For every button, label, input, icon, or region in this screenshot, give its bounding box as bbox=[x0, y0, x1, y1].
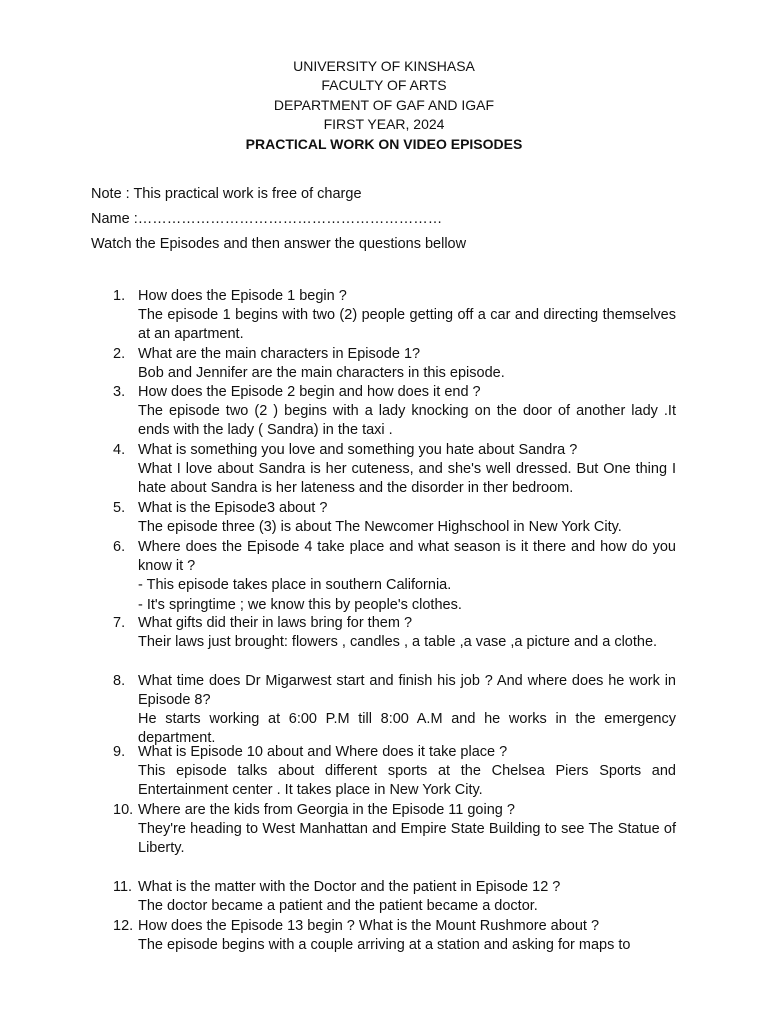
document-title: PRACTICAL WORK ON VIDEO EPISODES bbox=[245, 135, 523, 152]
question-number: 10. bbox=[113, 802, 134, 818]
question-number: 8. bbox=[113, 673, 126, 689]
question-text: What gifts did their in laws bring for them ? bbox=[138, 615, 413, 631]
note-line: Note : This practical work is free of charge bbox=[91, 186, 362, 202]
answer-text: - It's springtime ; we know this by people's clothes. bbox=[138, 597, 462, 613]
document-header bbox=[0, 57, 768, 154]
question-number: 4. bbox=[113, 442, 126, 458]
answer-text: - This episode takes place in southern California. bbox=[138, 577, 452, 593]
question-number: 3. bbox=[113, 384, 126, 400]
question-text: What is Episode 10 about and Where does it take place ? bbox=[138, 744, 508, 760]
question-text: What is the matter with the Doctor and the patient in Episode 12 ? bbox=[138, 879, 561, 895]
answer-text: The episode begins with a couple arriving at a station and asking for maps to bbox=[138, 937, 631, 953]
year-line: FIRST YEAR, 2024 bbox=[323, 116, 445, 133]
university-name: UNIVERSITY OF KINSHASA bbox=[293, 58, 475, 74]
answer-text: The episode 1 begins with two (2) people getting off a car and directing themselves at an apartment. bbox=[138, 307, 676, 343]
answer-text: He starts working at 6:00 P.M till 8:00 A.M and he works in the emergency department. bbox=[138, 711, 676, 747]
question-text: What is the Episode3 about ? bbox=[138, 500, 328, 516]
question-number: 11. bbox=[113, 879, 133, 895]
question-number: 2. bbox=[113, 346, 126, 362]
answer-text: What I love about Sandra is her cuteness, and she's well dressed. But One thing I hate about Sandra is her lateness and the disorder in ther bedroom. bbox=[138, 461, 676, 497]
question-number: 9. bbox=[113, 744, 126, 760]
question-text: How does the Episode 1 begin ? bbox=[138, 288, 347, 304]
question-text: How does the Episode 2 begin and how does it end ? bbox=[138, 384, 481, 400]
department-name: DEPARTMENT OF GAF AND IGAF bbox=[273, 96, 495, 113]
answer-text: The doctor became a patient and the patient became a doctor. bbox=[138, 898, 538, 914]
question-number: 6. bbox=[113, 539, 126, 555]
question-text: How does the Episode 13 begin ? What is the Mount Rushmore about ? bbox=[138, 918, 600, 934]
question-text: What time does Dr Migarwest start and finish his job ? And where does he work in Episode 8? bbox=[138, 673, 676, 709]
answer-text: Bob and Jennifer are the main characters in this episode. bbox=[138, 365, 505, 381]
question-text: Where does the Episode 4 take place and what season is it there and how do you know it ? bbox=[138, 539, 676, 575]
question-number: 12. bbox=[113, 918, 134, 934]
question-text: What is something you love and something you hate about Sandra ? bbox=[138, 442, 578, 458]
question-number: 7. bbox=[113, 615, 126, 631]
answer-text: They're heading to West Manhattan and Empire State Building to see The Statue of Liberty. bbox=[138, 821, 676, 857]
answer-text: This episode talks about different sports at the Chelsea Piers Sports and Entertainment center . It takes place in New York City. bbox=[138, 763, 676, 799]
question-number: 5. bbox=[113, 500, 126, 516]
question-text: Where are the kids from Georgia in the Episode 11 going ? bbox=[138, 802, 515, 818]
intro-block bbox=[91, 185, 691, 260]
question-text: What are the main characters in Episode 1? bbox=[138, 346, 421, 362]
faculty-name: FACULTY OF ARTS bbox=[321, 77, 447, 94]
answer-text: The episode two (2 ) begins with a lady knocking on the door of another lady .It ends with the lady ( Sandra) in the taxi . bbox=[138, 403, 676, 439]
instruction-line: Watch the Episodes and then answer the questions bellow bbox=[91, 236, 467, 252]
name-line: Name :……………………………………………………… bbox=[91, 211, 443, 227]
question-number: 1. bbox=[113, 288, 126, 304]
answer-text: The episode three (3) is about The Newcomer Highschool in New York City. bbox=[138, 519, 622, 535]
answer-text: Their laws just brought: flowers , candles , a table ,a vase ,a picture and a clothe. bbox=[138, 634, 658, 650]
